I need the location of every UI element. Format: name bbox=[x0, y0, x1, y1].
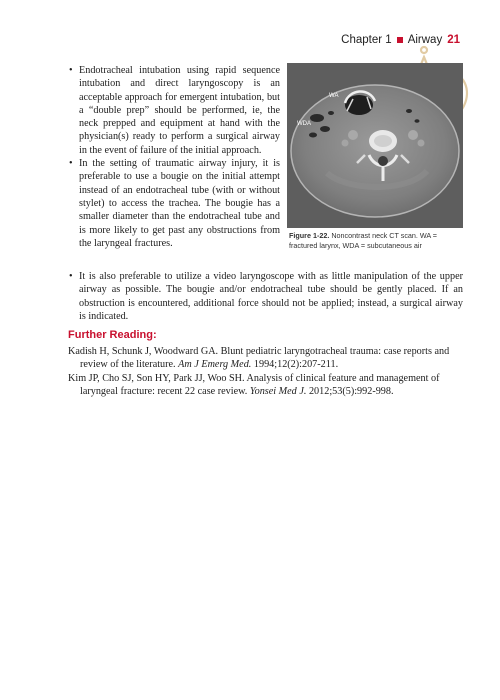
reference-item bbox=[68, 372, 463, 399]
page-number: 21 bbox=[447, 34, 460, 46]
running-header bbox=[341, 34, 460, 46]
figure-caption bbox=[289, 231, 464, 251]
bullet-list-column bbox=[68, 64, 280, 250]
svg-text:WA: WA bbox=[329, 93, 339, 99]
section-label: Airway bbox=[407, 34, 443, 46]
reference-authors-title: Kadish H, Schunk J, Woodward GA. Blunt pediatric laryngotracheal trauma: case reports and review of the literature. bbox=[68, 346, 450, 371]
header-separator-square bbox=[397, 37, 403, 43]
bullet-item: • It is also preferable to utilize a video laryngoscope with as little manipulation of the upper airway as possible. The bougie and/or endotracheal tube should be gently placed. If an obstruction is encountered, additional force should not be applied; instead, a surgical airway is indicated. bbox=[68, 270, 463, 323]
reference-authors-title: Kim JP, Cho SJ, Son HY, Park JJ, Woo SH. Analysis of clinical feature and management of laryngeal fracture: recent 22 case review. bbox=[68, 372, 440, 397]
bullet-list-full-width bbox=[68, 270, 463, 323]
bullet-item: • In the setting of traumatic airway injury, it is preferable to use a bougie on the initial attempt instead of an endotracheal tube (with or without stylet) to access the trachea. The bougie has a smaller diameter than the endotracheal tube and is more likely to get past any obstructions from the laryngeal fractures. bbox=[68, 157, 280, 250]
reference-journal: Am J Emerg Med. bbox=[178, 359, 252, 371]
svg-text:WDA: WDA bbox=[297, 121, 311, 127]
reference-list bbox=[68, 345, 463, 398]
further-reading-heading: Further Reading: bbox=[68, 329, 157, 341]
figure-caption-text: Noncontrast neck CT scan. WA = fractured larynx, WDA = subcutaneous air bbox=[289, 231, 438, 250]
reference-item bbox=[68, 345, 463, 372]
reference-citation: 1994;12(2):207-211. bbox=[253, 359, 339, 371]
reference-journal: Yonsei Med J. bbox=[249, 385, 307, 397]
reference-citation: 2012;53(5):992-998. bbox=[308, 385, 394, 397]
bullet-item: • Endotracheal intubation using rapid sequence intubation and direct laryngoscopy is an acceptable approach for emergent intubation, but a “double prep” should be performed, ie, the neck prepped and equipment at hand with the physician(s) ready to perform a surgical airway in the event of failure of the initial approach. bbox=[68, 64, 280, 157]
chapter-label: Chapter 1 bbox=[341, 34, 392, 46]
ct-scan-image bbox=[287, 63, 463, 228]
figure-label: Figure 1-22. bbox=[289, 231, 330, 240]
